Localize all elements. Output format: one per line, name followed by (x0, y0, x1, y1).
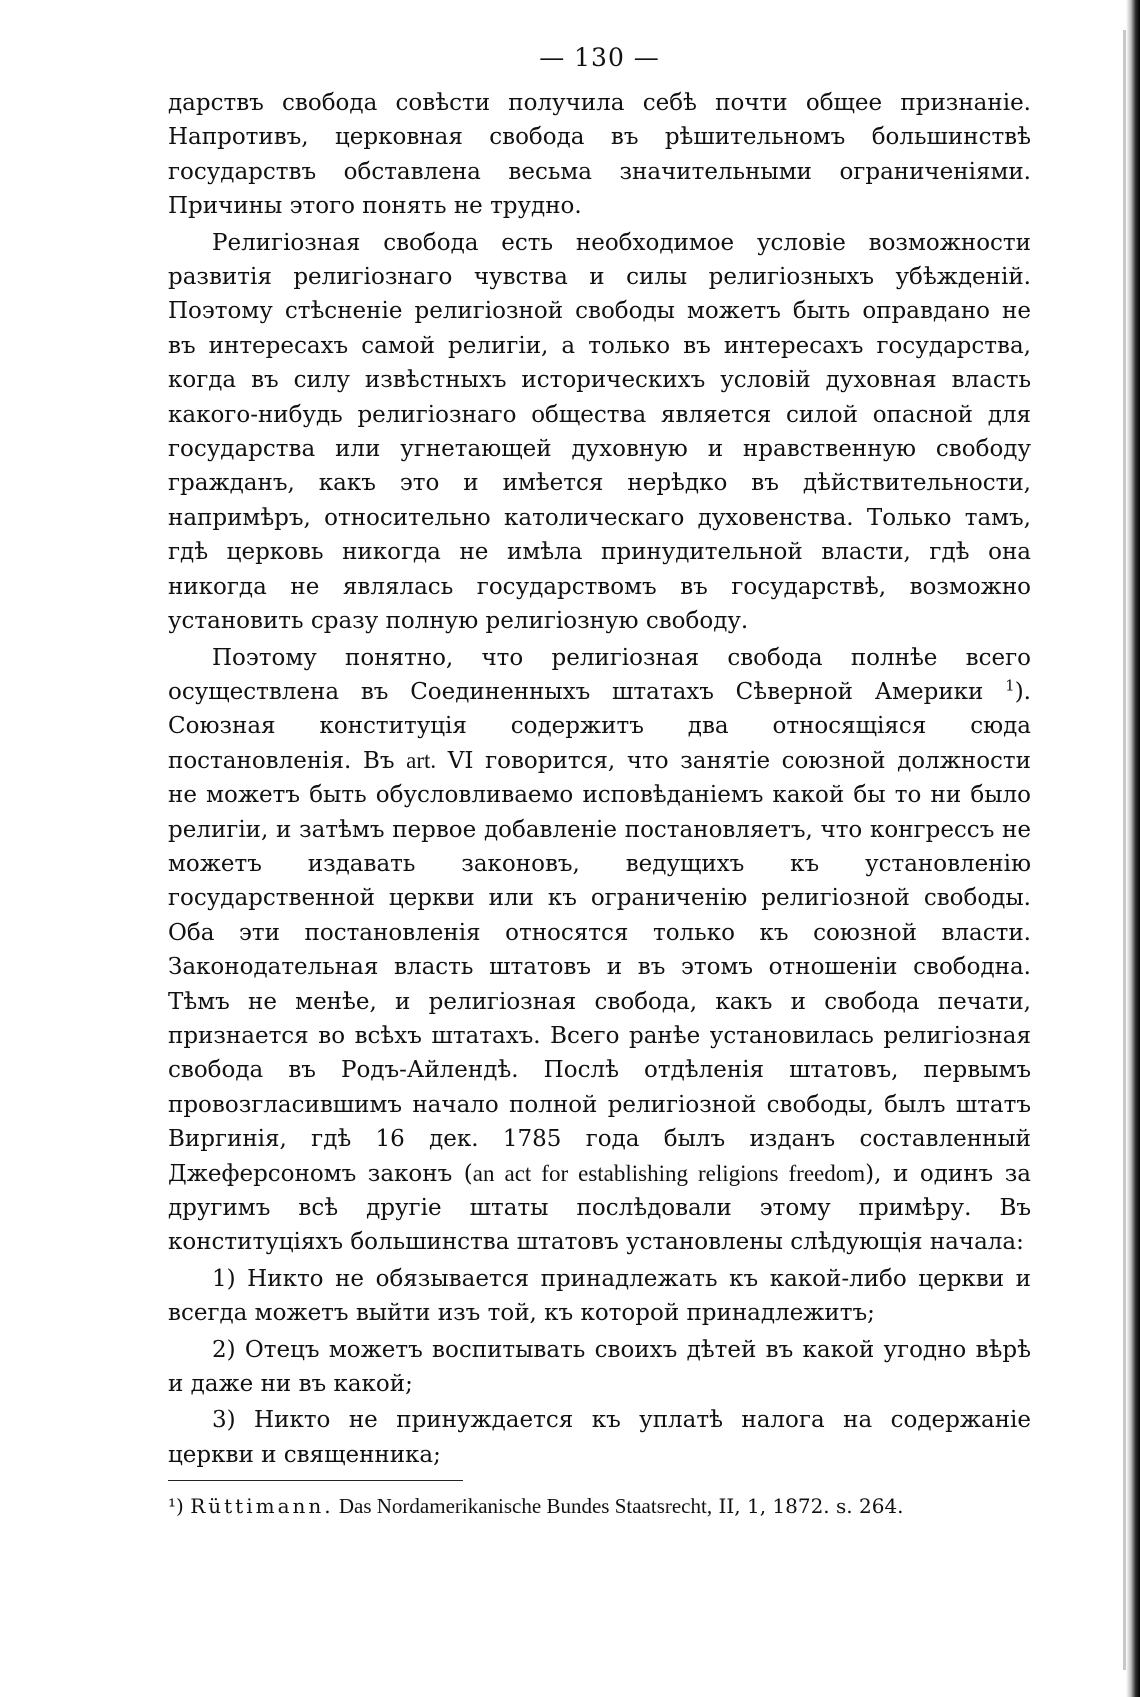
paragraph-text-part: ). Союзная конституція содержитъ два относящіяся сюда постановленія. Въ (168, 678, 1031, 774)
paragraph-text-part: Поэтому понятно, что религіозная свобода полнѣе всего осуществлена въ Соединенныхъ штатахъ Сѣверной Америки (168, 644, 1031, 705)
footnote (168, 1491, 1031, 1521)
list-item-1: 1) Никто не обязывается принадлежать къ какой-либо церкви и всегда можетъ выйти изъ той, къ которой принадлежитъ; (168, 1265, 1031, 1327)
body-text (168, 86, 1031, 1472)
book-page (168, 40, 1031, 1521)
footnote-mark: ¹) (168, 1494, 191, 1519)
footnote-divider (168, 1480, 463, 1481)
paragraph-text-part: VI говорится, что занятіе союзной должности не можетъ быть обусловливаемо исповѣданіемъ какой бы то ни было религіи, и затѣмъ первое добавленіе постановляетъ, что конгрессъ не можетъ издавать законовъ, ведущихъ къ установленію государственной церкви или къ ограниченію религіозной свободы. Оба эти постановленія относятся только къ союзной власти. Законодательная власть штатовъ и въ этомъ отношеніи свободна. Тѣмъ не менѣе, и религіозная свобода, какъ и свобода печати, признается во всѣхъ штатахъ. Всего ранѣе установилась религіозная свобода въ Родъ-Айлендѣ. Послѣ отдѣленія штатовъ, первымъ провозгласившимъ начало полной религіозной свободы, былъ штатъ Виргинія, гдѣ 16 дек. 1785 года былъ изданъ составленный Джеферсономъ законъ ( (168, 747, 1031, 1187)
footnote-reference: 1 (1005, 676, 1015, 695)
act-title: an act for establishing religions freedom (472, 1160, 866, 1186)
paragraph-north-america (168, 641, 1031, 1260)
art-abbreviation: art. (406, 747, 437, 773)
paragraph-continuation: дарствъ свобода совѣсти получила себѣ почти общее признаніе. Напротивъ, церковная свобода въ рѣшительномъ большинствѣ государствъ обставлена весьма значительными ограниченіями. Причины этого понять не трудно. (168, 90, 1031, 220)
paragraph-religious-freedom: Религіозная свобода есть необходимое условіе возможности развитія религіознаго чувства и силы религіозныхъ убѣжденій. Поэтому стѣсненіе религіозной свободы можетъ быть оправдано не въ интересахъ самой религіи, а только въ интересахъ государства, когда въ силу извѣстныхъ историческихъ условій духовная власть какого-нибудь религіознаго общества является силой опасной для государства или угнетающей духовную и нравственную свободу гражданъ, какъ это и имѣется нерѣдко въ дѣйствительности, напримѣръ, относительно католическаго духовенства. Только тамъ, гдѣ церковь никогда не имѣла принудительной власти, гдѣ она никогда не являлась государствомъ въ государствѣ, возможно установить сразу полную религіозную свободу. (168, 229, 1031, 635)
page-number: — 130 — (539, 43, 660, 72)
footnote-details: II, 1, 1872. s. 264. (712, 1494, 904, 1519)
book-binding-shadow (1126, 0, 1140, 1697)
footnote-author: Rüttimann. (190, 1494, 334, 1519)
list-item-2: 2) Отецъ можетъ воспитывать своихъ дѣтей въ какой угодно вѣрѣ и даже ни въ какой; (168, 1336, 1031, 1398)
footnote-title: Das Nordamerikanische Bundes Staatsrecht, (333, 1494, 713, 1519)
paragraph-text-part: ), и одинъ за другимъ всѣ другіе штаты послѣдовали этому примѣру. Въ конституціяхъ большинства штатовъ установлены слѣдующія начала: (168, 1160, 1031, 1256)
list-item-3: 3) Никто не принуждается къ уплатѣ налога на содержаніе церкви и священника; (168, 1407, 1031, 1468)
